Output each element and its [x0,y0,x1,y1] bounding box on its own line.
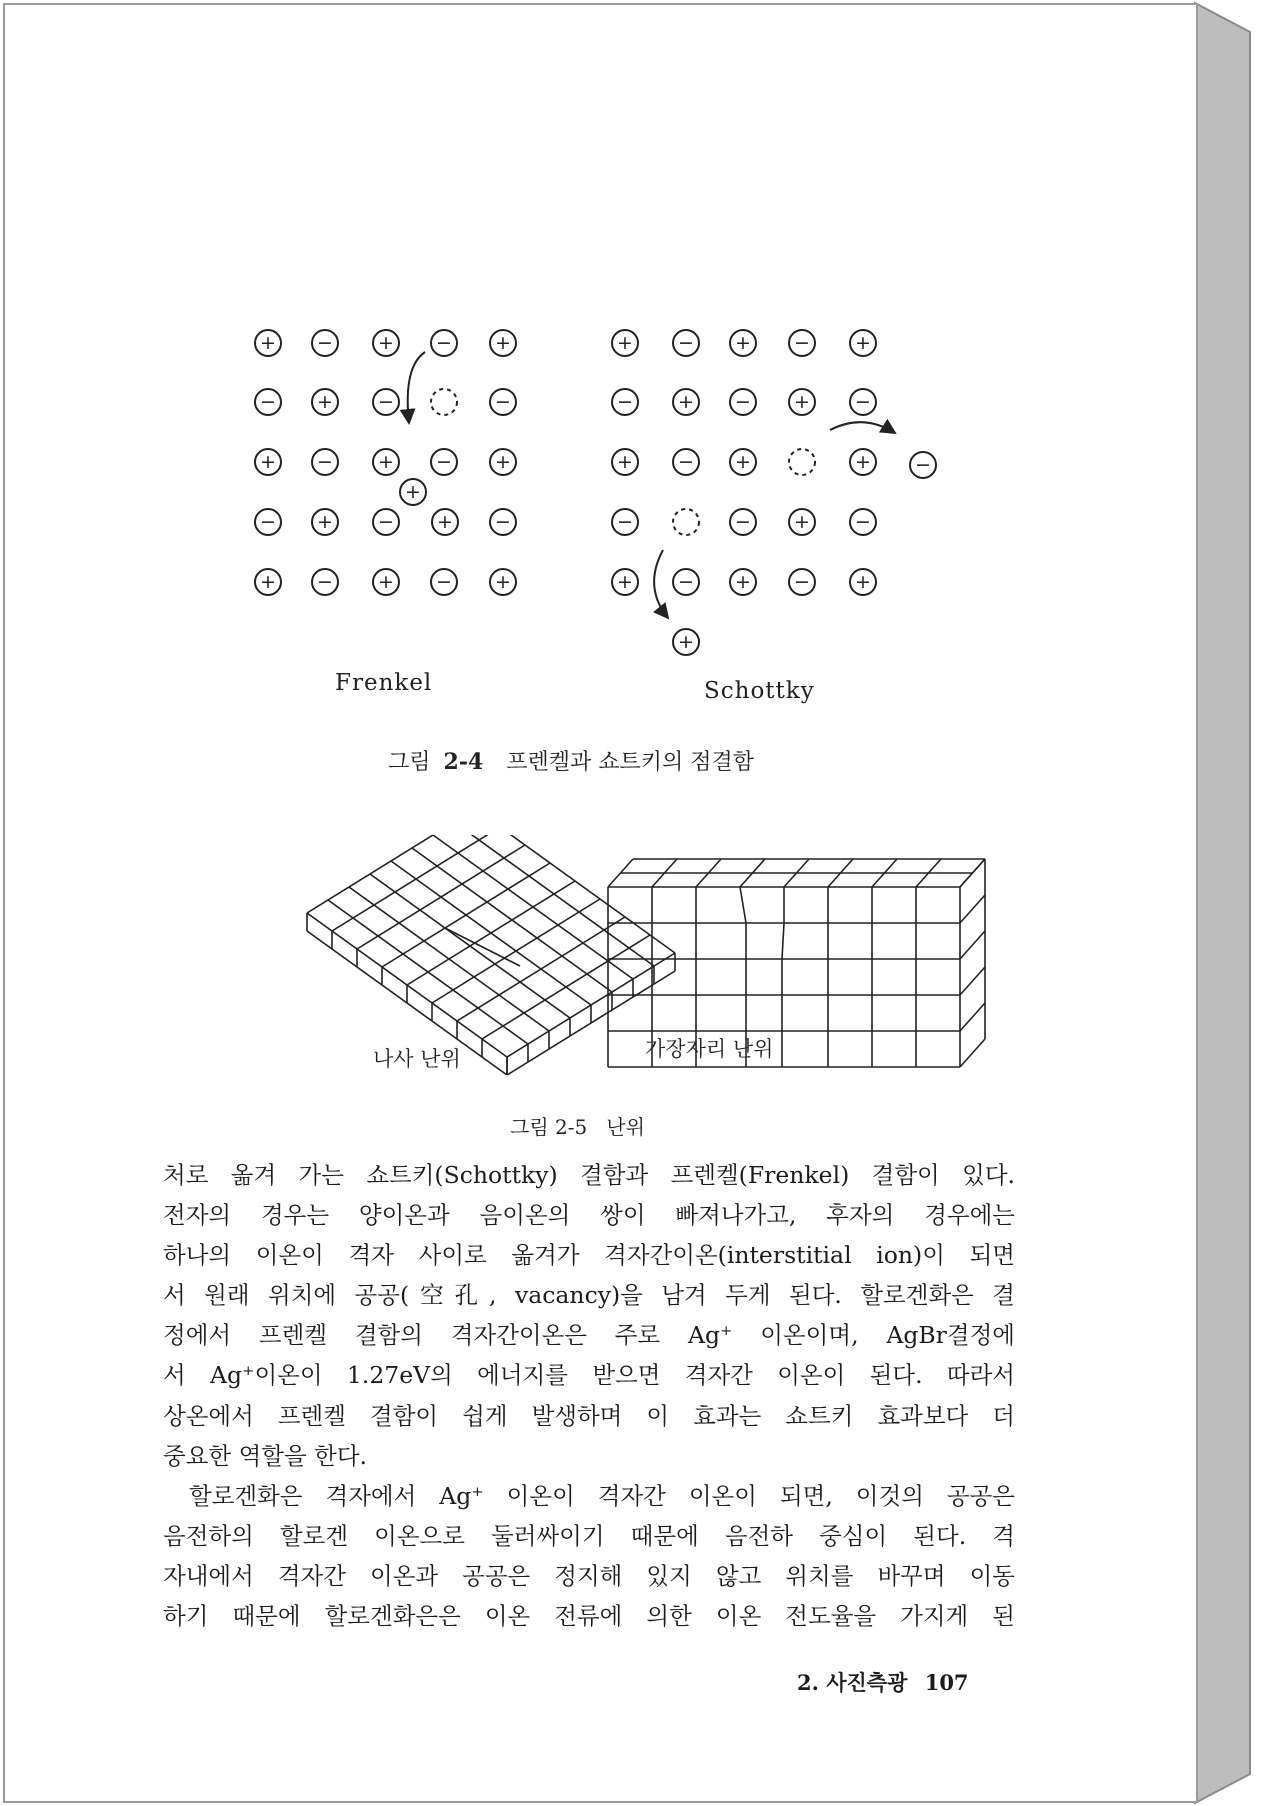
displaced-cation [673,629,699,655]
grid-line [960,1003,985,1031]
frenkel-label: Frenkel [335,670,433,696]
cation-ion [850,330,876,356]
svg-text:+: + [678,631,694,653]
figure-2-4-point-defects [5,305,1200,725]
schottky-arrow-upper [830,422,895,433]
caption-number: 2-4 [443,749,484,775]
anion-ion [789,330,815,356]
grid-line [432,899,600,1003]
grid-line [782,923,784,959]
vacancy-site [673,509,699,535]
svg-text:−: − [495,391,511,413]
schottky-label: Schottky [704,678,815,704]
frenkel-lattice [255,330,516,595]
svg-text:−: − [617,391,633,413]
svg-text:+: + [260,451,276,473]
body-line: 정에서 프렌켈 결함의 격자간이온은 주로 Ag⁺ 이온이며, AgBr결정에 [163,1321,1015,1350]
figure-2-4-caption [388,745,754,776]
anion-ion [431,449,457,475]
cation-ion [312,389,338,415]
body-paragraph-1 [163,1155,1015,1476]
vacancy-site [431,389,457,415]
body-line: 하기 때문에 할로겐화은은 이온 전류에 의한 이온 전도율을 가지게 된 [163,1602,1015,1631]
caption-prefix: 그림 [388,750,431,775]
body-paragraph-2 [163,1476,1015,1636]
svg-text:+: + [617,332,633,354]
anion-ion [255,389,281,415]
svg-text:−: − [735,511,751,533]
body-line: 서 원래 위치에 공공(空孔, vacancy)을 남겨 두게 된다. 할로겐화은 결 [163,1281,1015,1310]
anion-ion [850,389,876,415]
svg-text:−: − [260,511,276,533]
cation-ion [730,449,756,475]
svg-text:+: + [495,451,511,473]
anion-ion [373,509,399,535]
grid-line [412,848,612,992]
schottky-arrow-lower [654,550,668,618]
cation-ion [490,330,516,356]
svg-text:+: + [378,571,394,593]
cation-ion [255,449,281,475]
anion-ion [850,509,876,535]
svg-text:−: − [436,571,452,593]
body-line: 음전하의 할로겐 이온으로 둘러싸이기 때문에 음전하 중심이 된다. 격 [163,1522,1015,1551]
grid-line [332,835,500,931]
cation-ion [255,330,281,356]
svg-text:+: + [378,451,394,473]
grid-line [960,1039,985,1067]
svg-text:−: − [855,391,871,413]
anion-ion [490,509,516,535]
grid-line [960,931,985,959]
cation-ion [673,389,699,415]
svg-text:+: + [317,511,333,533]
grid-line [475,835,675,953]
cation-ion [255,569,281,595]
document-page [3,3,1198,1803]
svg-text:−: − [794,571,810,593]
cation-ion [612,569,638,595]
cation-ion [789,389,815,415]
svg-text:−: − [378,391,394,413]
anion-ion [431,330,457,356]
cation-ion [850,569,876,595]
grid-line [457,917,625,1021]
cation-ion [490,569,516,595]
grid-line [960,895,985,923]
anion-ion [490,389,516,415]
anion-ion [612,389,638,415]
body-line: 하나의 이온이 격자 사이로 옮겨가 격자간이온(interstitial ion)이 되면 [163,1241,1015,1270]
svg-text:−: − [855,511,871,533]
svg-text:−: − [317,571,333,593]
grid-line [482,935,650,1039]
caption-text: 프렌켈과 쇼트키의 점결함 [506,750,755,775]
svg-text:+: + [855,571,871,593]
svg-text:+: + [794,511,810,533]
svg-text:+: + [495,332,511,354]
body-line: 전자의 경우는 양이온과 음이온의 쌍이 빠져나가고, 후자의 경우에는 [163,1201,1015,1230]
svg-text:+: + [617,571,633,593]
svg-text:+: + [405,481,421,503]
grid-line [960,967,985,995]
figure-2-5-dislocations [5,835,1200,1075]
cation-ion [730,569,756,595]
edge-dislocation-label: 가장자리 난위 [645,1037,774,1061]
anion-ion [730,389,756,415]
svg-text:−: − [378,511,394,533]
anion-ion [312,449,338,475]
screw-dislocation-drawing [307,835,675,1075]
anion-ion [373,389,399,415]
svg-text:+: + [735,332,751,354]
figure-2-5-caption: 그림 2-5 난위 [510,1115,645,1139]
svg-text:−: − [678,332,694,354]
body-line: 서 Ag⁺이온이 1.27eV의 에너지를 받으면 격자간 이온이 된다. 따라서 [163,1361,1015,1390]
grid-line [445,928,520,966]
svg-text:−: − [260,391,276,413]
anion-ion [789,569,815,595]
svg-text:+: + [317,391,333,413]
cation-ion [612,449,638,475]
svg-text:−: − [678,571,694,593]
grid-line [391,861,591,1005]
cation-ion [373,330,399,356]
svg-text:+: + [495,571,511,593]
svg-text:−: − [915,454,931,476]
svg-text:−: − [794,332,810,354]
svg-text:+: + [378,332,394,354]
svg-text:+: + [260,332,276,354]
screw-dislocation-label: 나사 난위 [373,1047,461,1071]
cation-ion [373,569,399,595]
cation-ion [312,509,338,535]
anion-ion [612,509,638,535]
cation-ion [730,330,756,356]
svg-text:−: − [495,511,511,533]
svg-text:+: + [855,332,871,354]
body-line: 상온에서 프렌켈 결함이 쉽게 발생하며 이 효과는 쇼트키 효과보다 더 [163,1401,1015,1430]
cation-ion [850,449,876,475]
cation-ion [612,330,638,356]
svg-text:−: − [317,332,333,354]
anion-ion [431,569,457,595]
svg-text:−: − [317,451,333,473]
anion-ion [255,509,281,535]
svg-text:+: + [735,451,751,473]
grid-line [740,887,746,923]
anion-ion [312,330,338,356]
cation-ion [789,509,815,535]
anion-ion [312,569,338,595]
cation-ion [432,509,458,535]
vacancy-site [789,449,815,475]
svg-text:+: + [794,391,810,413]
cation-ion [490,449,516,475]
svg-text:+: + [617,451,633,473]
page-footer [797,1667,969,1697]
body-line: 처로 옮겨 가는 쇼트키(Schottky) 결함과 프렌켈(Frenkel) 결함이 있다. [163,1161,1015,1189]
svg-text:−: − [617,511,633,533]
grid-line [433,835,633,979]
svg-text:−: − [678,451,694,473]
frenkel-arrow [408,352,425,423]
body-line: 중요한 역할을 한다. [163,1441,368,1470]
svg-text:+: + [260,571,276,593]
page-number: 107 [924,1670,969,1695]
footer-chapter: 2. 사진측광 [797,1670,908,1695]
svg-text:−: − [436,451,452,473]
body-line: 할로겐화은 격자에서 Ag⁺ 이온이 격자간 이온이 되면, 이것의 공공은 [189,1482,1015,1510]
anion-ion [730,509,756,535]
displaced-anion [910,452,936,478]
svg-text:+: + [678,391,694,413]
body-line: 자내에서 격자간 이온과 공공은 정지해 있지 않고 위치를 바꾸며 이동 [163,1562,1015,1591]
svg-text:−: − [436,332,452,354]
svg-text:+: + [735,571,751,593]
anion-ion [673,569,699,595]
anion-ion [673,330,699,356]
interstitial-cation [400,479,426,505]
anion-ion [673,449,699,475]
svg-text:+: + [437,511,453,533]
svg-text:−: − [735,391,751,413]
svg-text:+: + [855,451,871,473]
cation-ion [373,449,399,475]
